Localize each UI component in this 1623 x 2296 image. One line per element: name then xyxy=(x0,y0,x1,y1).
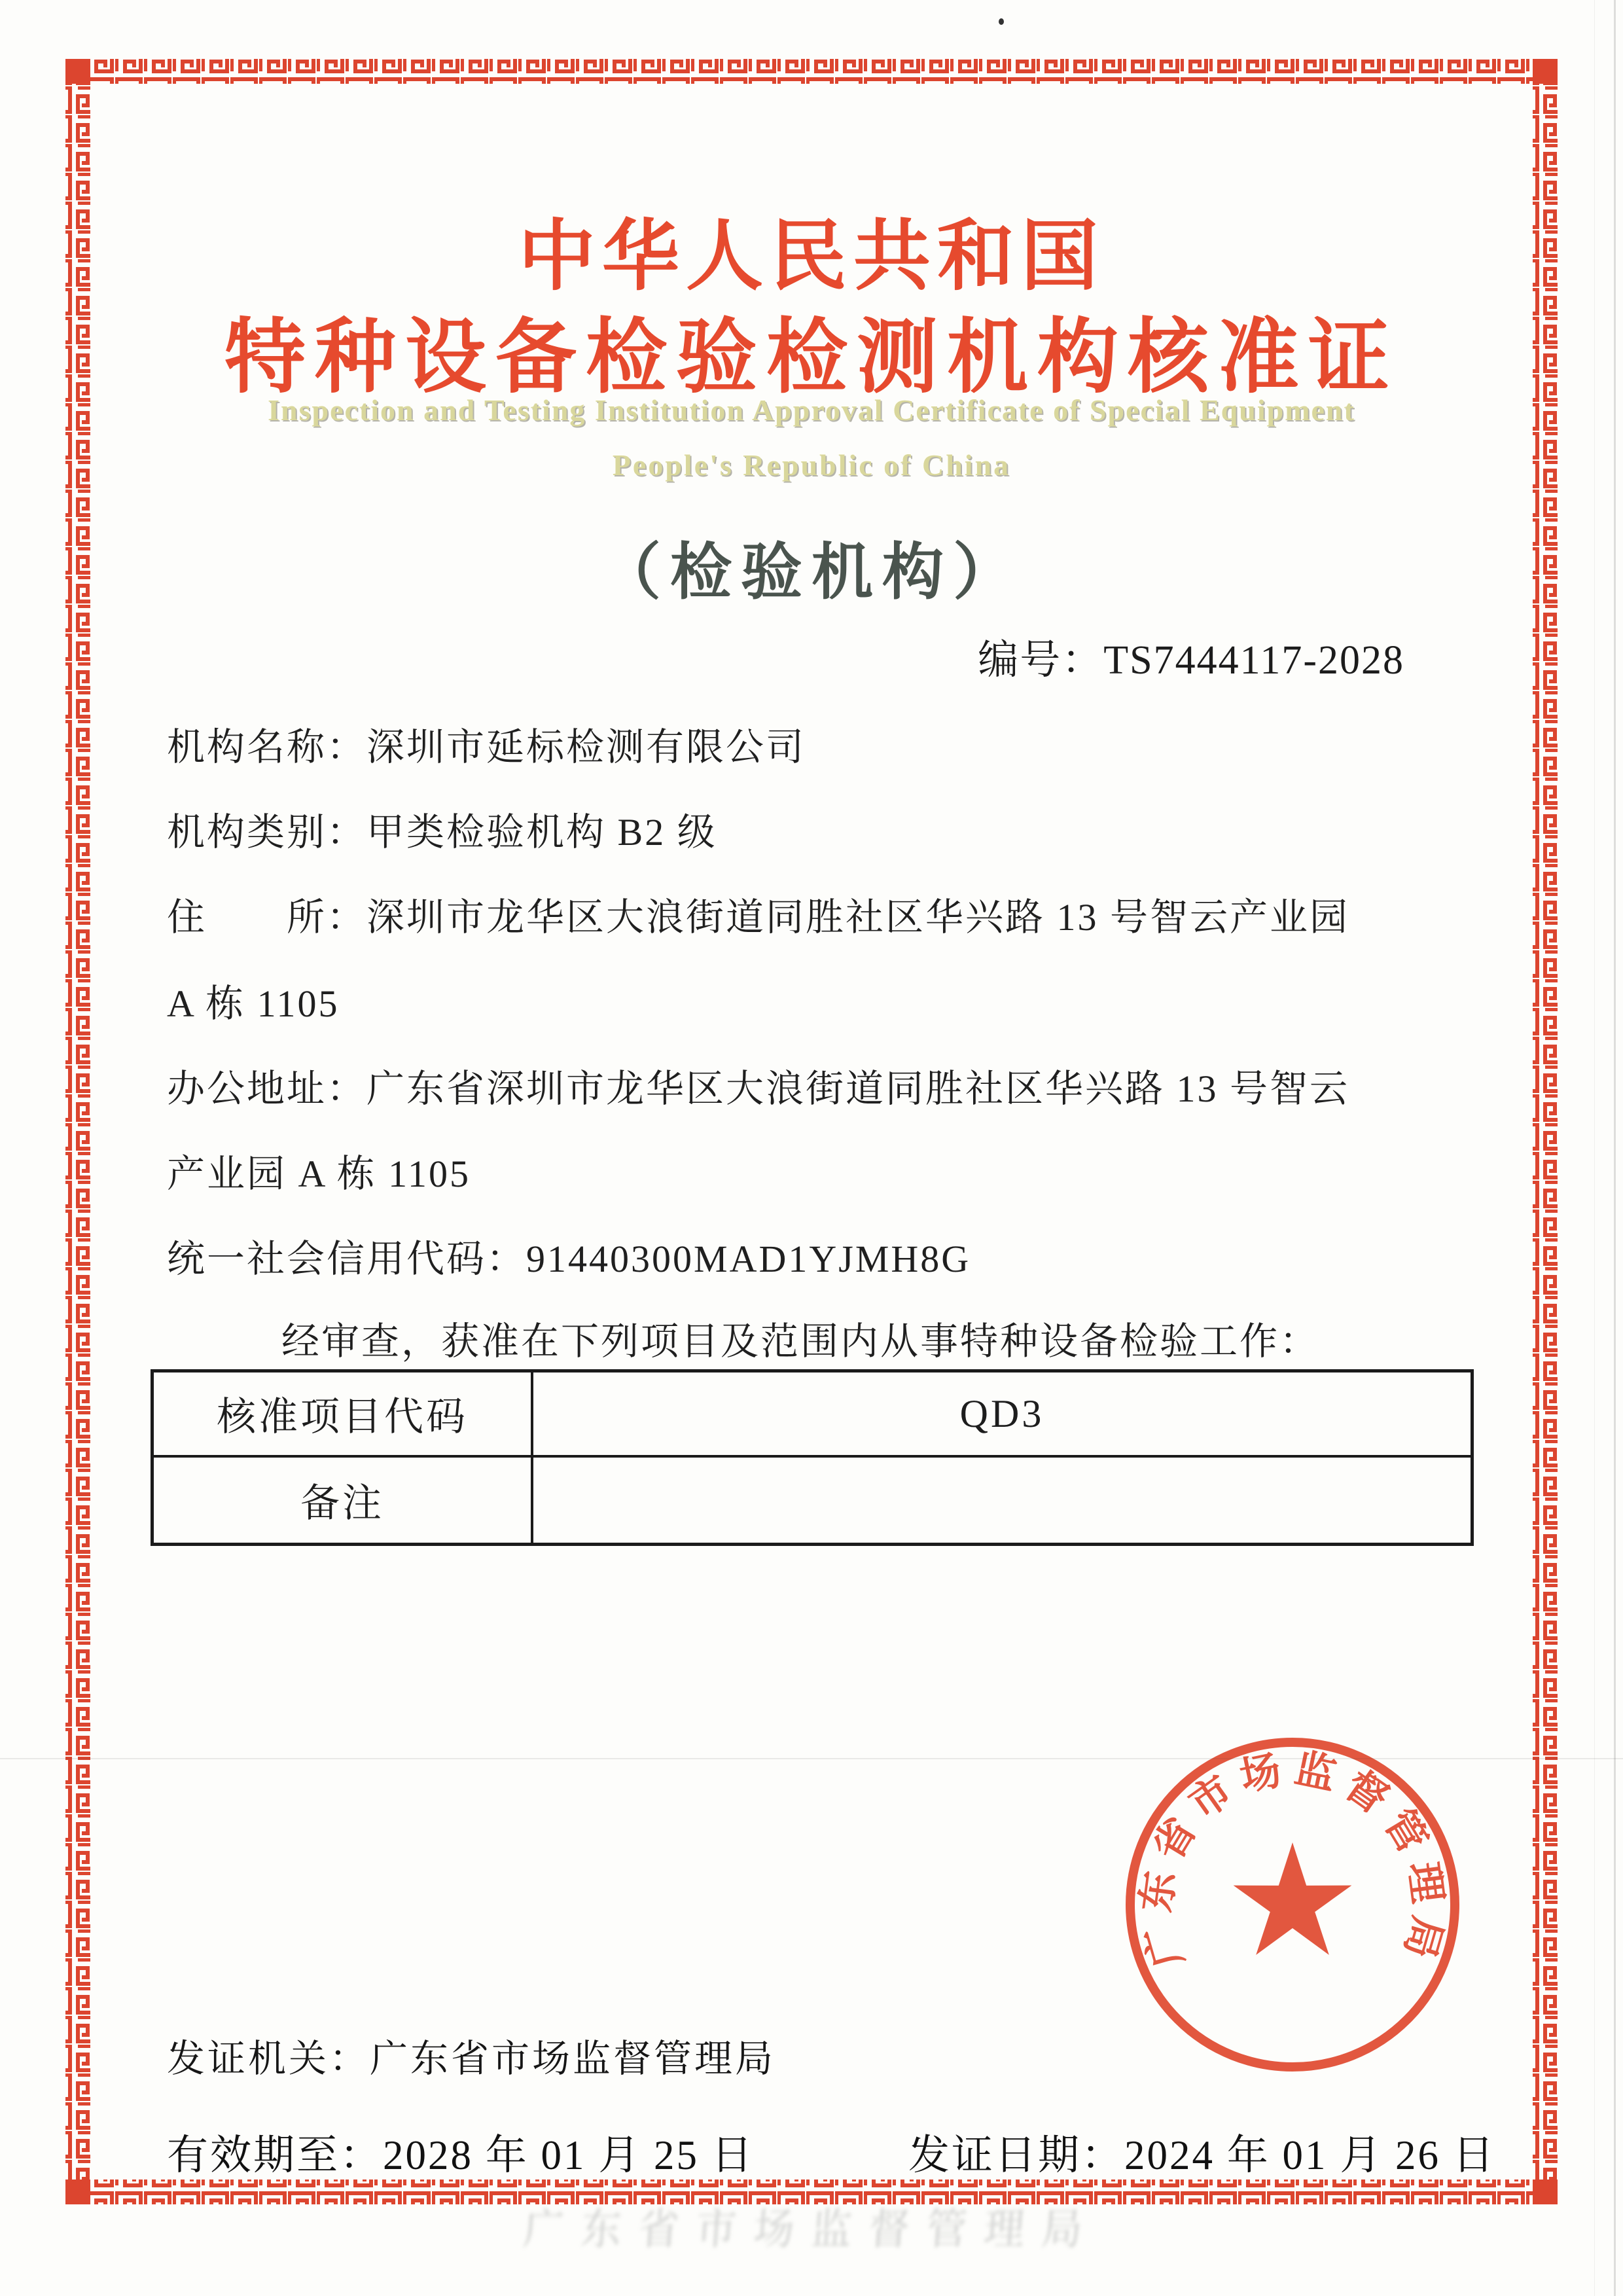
valid-until-label: 有效期至： xyxy=(167,2132,383,2178)
valid-until-line xyxy=(167,2122,755,2181)
certificate-number-value: TS7444117-2028 xyxy=(1103,638,1404,683)
official-red-seal xyxy=(1106,1718,1479,2091)
issue-date-label: 发证日期： xyxy=(908,2132,1124,2178)
field-office-address-cont xyxy=(167,1143,1476,1198)
certificate-number-line xyxy=(978,627,1404,685)
scan-speck xyxy=(999,18,1004,25)
field-label: 机构类别： xyxy=(167,811,367,853)
field-label: 机构名称： xyxy=(167,726,367,768)
issuer-line xyxy=(167,2028,776,2083)
field-value: 深圳市延标检测有限公司 xyxy=(366,726,806,768)
table-cell-remark-label: 备注 xyxy=(154,1458,533,1543)
scan-line-artifact-right-edge-2 xyxy=(1594,0,1595,2296)
title-en-line2: People's Republic of China xyxy=(612,448,1011,482)
field-value: 广东省深圳市龙华区大浪街道同胜社区华兴路 13 号智云 xyxy=(366,1067,1350,1110)
field-org-category xyxy=(167,801,1476,856)
scan-line-artifact-horizontal xyxy=(0,1758,1623,1759)
certificate-number-label: 编号： xyxy=(978,638,1104,683)
ghost-print-artifact: 广东省市场监督管理局 xyxy=(522,2206,1101,2254)
issuer-value: 广东省市场监督管理局 xyxy=(370,2037,776,2080)
field-office-address xyxy=(167,1058,1476,1113)
scan-line-artifact-right-edge xyxy=(1614,0,1616,2296)
title-en-line1: Inspection and Testing Institution Approval Certificate of Special Equipment xyxy=(268,393,1355,427)
approval-table xyxy=(151,1369,1474,1546)
approval-note: 经审查，获准在下列项目及范围内从事特种设备检验工作： xyxy=(281,1320,1320,1363)
field-value: A 栋 1105 xyxy=(167,982,340,1025)
field-org-name xyxy=(167,716,1476,771)
field-value: 甲类检验机构 B2 级 xyxy=(366,811,717,853)
field-label: 办公地址： xyxy=(167,1067,367,1110)
table-cell-code-value: QD3 xyxy=(533,1372,1471,1458)
field-value: 深圳市龙华区大浪街道同胜社区华兴路 13 号智云产业园 xyxy=(366,896,1350,939)
seal-star-icon xyxy=(1234,1842,1352,1955)
issue-date-line xyxy=(908,2122,1496,2181)
field-label: 统一社会信用代码： xyxy=(167,1238,527,1280)
subtitle-inspection-institution: （检验机构） xyxy=(599,539,1024,607)
border-corner-tl xyxy=(65,59,90,84)
issuer-label: 发证机关： xyxy=(167,2037,370,2080)
title-cn-line1: 中华人民共和国 xyxy=(518,214,1105,300)
field-credit-code xyxy=(167,1228,1476,1283)
border-top xyxy=(90,59,1533,84)
field-label: 住 所： xyxy=(167,896,367,939)
issue-date-value: 2024 年 01 月 26 日 xyxy=(1124,2132,1496,2178)
table-cell-code-label: 核准项目代码 xyxy=(154,1372,533,1458)
field-value: 产业园 A 栋 1105 xyxy=(167,1153,471,1195)
valid-until-date: 2028 年 01 月 25 日 xyxy=(383,2132,755,2178)
seal-text: 广东省市场监督管理局 xyxy=(1134,1746,1451,1972)
table-cell-remark-value xyxy=(533,1458,1471,1543)
border-corner-bl xyxy=(65,2179,90,2204)
title-cn-line2: 特种设备检验检测机构核准证 xyxy=(224,313,1399,403)
field-value: 91440300MAD1YJMH8G xyxy=(526,1238,971,1280)
border-corner-tr xyxy=(1533,59,1558,84)
border-corner-br xyxy=(1533,2179,1558,2204)
field-domicile-cont xyxy=(167,973,1476,1028)
field-domicile xyxy=(167,886,1476,941)
